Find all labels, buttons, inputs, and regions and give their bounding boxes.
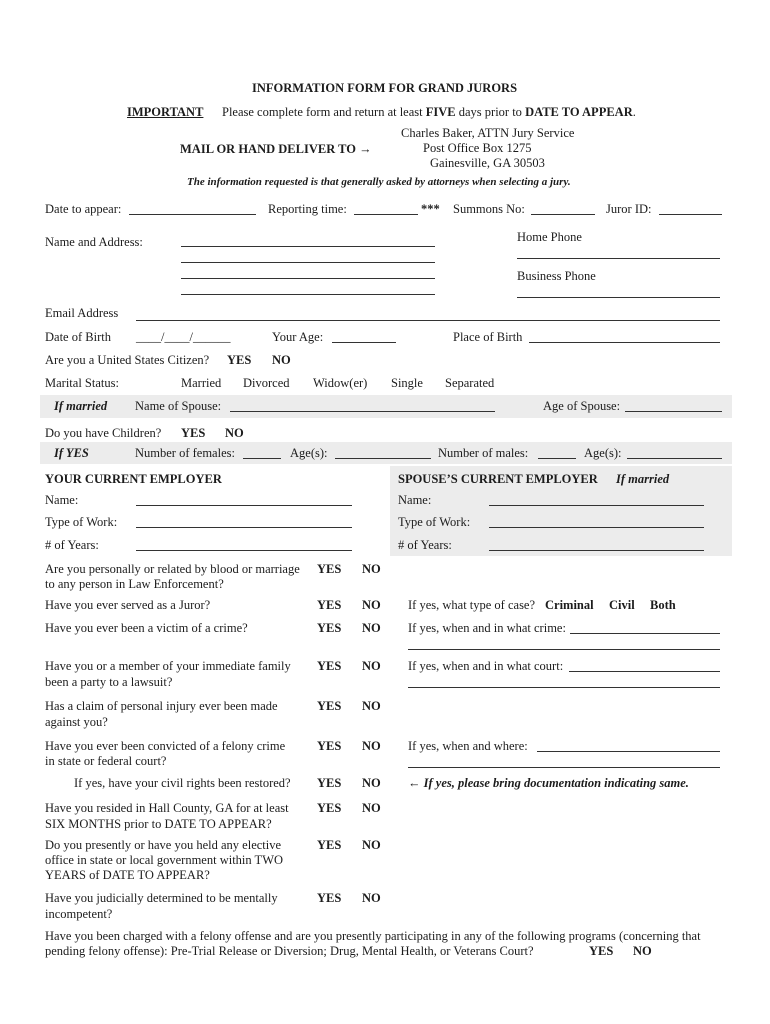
address-line-2-field[interactable]: [181, 262, 435, 263]
business-phone-field[interactable]: [517, 297, 720, 298]
stars: ***: [421, 202, 440, 216]
q6-field-2[interactable]: [408, 767, 720, 768]
juror-id-label: Juror ID:: [606, 202, 652, 216]
q6-field-1[interactable]: [537, 751, 720, 752]
q4-yes[interactable]: YES: [317, 659, 342, 673]
years-label: # of Years:: [45, 538, 99, 552]
q5-no[interactable]: NO: [362, 699, 381, 713]
spouse-employer-name-label: Name:: [398, 493, 432, 507]
spouse-years-field[interactable]: [489, 550, 704, 551]
q3-field-2[interactable]: [408, 649, 720, 650]
spouse-work-type-label: Type of Work:: [398, 515, 471, 529]
employer-name-field[interactable]: [136, 505, 352, 506]
q9-line1: Do you presently or have you held any elective: [45, 838, 282, 852]
if-yes-label: If YES: [54, 446, 89, 460]
q2-text: Have you ever served as a Juror?: [45, 598, 211, 612]
place-of-birth-field[interactable]: [529, 342, 720, 343]
home-phone-label: Home Phone: [517, 230, 582, 244]
q10-line2: incompetent?: [45, 907, 113, 921]
q4-followup: If yes, when and in what court:: [408, 659, 564, 673]
q11-no[interactable]: NO: [633, 944, 652, 958]
children-question: Do you have Children?: [45, 426, 162, 440]
q9-line3: YEARS of DATE TO APPEAR?: [45, 868, 210, 882]
num-females-label: Number of females:: [135, 446, 235, 460]
marital-single[interactable]: Single: [391, 376, 423, 390]
marital-married[interactable]: Married: [181, 376, 222, 390]
reporting-time-field[interactable]: [354, 214, 418, 215]
q7-note: ← If yes, please bring documentation indicating same.: [408, 776, 689, 790]
spouse-age-field[interactable]: [625, 411, 722, 412]
date-to-appear-label: Date to appear:: [45, 202, 122, 216]
q5-line2: against you?: [45, 715, 108, 729]
notice-mid: days prior to: [455, 105, 526, 119]
notice-date: DATE TO APPEAR: [525, 105, 633, 119]
q1-line1: Are you personally or related by blood or marriage: [45, 562, 300, 576]
q2-followup: If yes, what type of case?: [408, 598, 536, 612]
case-both[interactable]: Both: [650, 598, 676, 612]
notice-end: .: [632, 105, 636, 119]
work-type-label: Type of Work:: [45, 515, 118, 529]
notice-text: [222, 105, 636, 120]
your-employer-heading: YOUR CURRENT EMPLOYER: [45, 472, 222, 486]
q7-text: If yes, have your civil rights been restored?: [74, 776, 291, 790]
q5-line1: Has a claim of personal injury ever been made: [45, 699, 278, 713]
your-age-label: Your Age:: [272, 330, 324, 344]
children-no[interactable]: NO: [225, 426, 244, 440]
q8-no[interactable]: NO: [362, 801, 381, 815]
male-ages-field[interactable]: [627, 458, 722, 459]
spouse-work-type-field[interactable]: [489, 527, 704, 528]
q9-line2: office in state or local government within TWO: [45, 853, 284, 867]
male-ages-label: Age(s):: [584, 446, 622, 460]
business-phone-label: Business Phone: [517, 269, 596, 283]
place-of-birth-label: Place of Birth: [453, 330, 523, 344]
summons-no-label: Summons No:: [453, 202, 525, 216]
address-line1: Charles Baker, ATTN Jury Service: [401, 126, 575, 140]
q10-no[interactable]: NO: [362, 891, 381, 905]
employer-name-label: Name:: [45, 493, 79, 507]
q10-yes[interactable]: YES: [317, 891, 342, 905]
juror-id-field[interactable]: [659, 214, 722, 215]
your-age-field[interactable]: [332, 342, 396, 343]
name-address-label: Name and Address:: [45, 235, 143, 249]
citizen-no[interactable]: NO: [272, 353, 291, 367]
q5-yes[interactable]: YES: [317, 699, 342, 713]
if-married-label: If married: [54, 399, 108, 413]
q6-line2: in state or federal court?: [45, 754, 167, 768]
q6-no[interactable]: NO: [362, 739, 381, 753]
num-females-field[interactable]: [243, 458, 281, 459]
address-line-1-field[interactable]: [181, 246, 435, 247]
spouse-name-field[interactable]: [230, 411, 495, 412]
q7-no[interactable]: NO: [362, 776, 381, 790]
spouse-employer-if-married: If married: [616, 472, 670, 486]
q4-field-2[interactable]: [408, 687, 720, 688]
citizen-yes[interactable]: YES: [227, 353, 252, 367]
marital-divorced[interactable]: Divorced: [243, 376, 290, 390]
q2-no[interactable]: NO: [362, 598, 381, 612]
num-males-field[interactable]: [538, 458, 576, 459]
q9-no[interactable]: NO: [362, 838, 381, 852]
important-label: IMPORTANT: [127, 105, 204, 119]
summons-no-field[interactable]: [531, 214, 595, 215]
form-title: INFORMATION FORM FOR GRAND JURORS: [252, 81, 518, 95]
q3-yes[interactable]: YES: [317, 621, 342, 635]
address-line-3-field[interactable]: [181, 278, 435, 279]
children-yes[interactable]: YES: [181, 426, 206, 440]
work-type-field[interactable]: [136, 527, 352, 528]
spouse-age-label: Age of Spouse:: [543, 399, 621, 413]
citizen-question: Are you a United States Citizen?: [45, 353, 210, 367]
email-field[interactable]: [136, 320, 720, 321]
female-ages-field[interactable]: [335, 458, 431, 459]
q7-yes[interactable]: YES: [317, 776, 342, 790]
q4-line1: Have you or a member of your immediate family: [45, 659, 291, 673]
spouse-employer-name-field[interactable]: [489, 505, 704, 506]
spouse-employer-heading: SPOUSE’S CURRENT EMPLOYER: [398, 472, 598, 486]
q11-yes[interactable]: YES: [589, 944, 614, 958]
q1-yes[interactable]: YES: [317, 562, 342, 576]
email-label: Email Address: [45, 306, 119, 320]
q4-field-1[interactable]: [569, 671, 720, 672]
attorney-note: The information requested is that generally asked by attorneys when selecting a jury.: [187, 176, 571, 188]
q3-text: Have you ever been a victim of a crime?: [45, 621, 248, 635]
case-civil[interactable]: Civil: [609, 598, 635, 612]
q3-no[interactable]: NO: [362, 621, 381, 635]
address-line2: Post Office Box 1275: [423, 141, 532, 155]
q1-no[interactable]: NO: [362, 562, 381, 576]
address-line3: Gainesville, GA 30503: [430, 156, 545, 170]
q2-yes[interactable]: YES: [317, 598, 342, 612]
marital-separated[interactable]: Separated: [445, 376, 495, 390]
q6-followup: If yes, when and where:: [408, 739, 528, 753]
spouse-name-label: Name of Spouse:: [135, 399, 222, 413]
num-males-label: Number of males:: [438, 446, 529, 460]
q4-no[interactable]: NO: [362, 659, 381, 673]
q11-line2: pending felony offense): Pre-Trial Release or Diversion; Drug, Mental Health, or Veterans Court?: [45, 944, 534, 958]
marital-status-label: Marital Status:: [45, 376, 119, 390]
spouse-years-label: # of Years:: [398, 538, 452, 552]
q8-line2: SIX MONTHS prior to DATE TO APPEAR?: [45, 817, 272, 831]
case-criminal[interactable]: Criminal: [545, 598, 594, 612]
q3-field-1[interactable]: [570, 633, 720, 634]
q6-line1: Have you ever been convicted of a felony crime: [45, 739, 286, 753]
q8-line1: Have you resided in Hall County, GA for at least: [45, 801, 289, 815]
notice-pre: Please complete form and return at least: [222, 105, 426, 119]
q11-line1: Have you been charged with a felony offense and are you presently participating in any of the following programs (concerning that: [45, 929, 701, 943]
q6-yes[interactable]: YES: [317, 739, 342, 753]
reporting-time-label: Reporting time:: [268, 202, 347, 216]
dob-label: Date of Birth: [45, 330, 111, 344]
mail-label: MAIL OR HAND DELIVER TO →: [180, 142, 372, 156]
q10-line1: Have you judicially determined to be mentally: [45, 891, 278, 905]
q3-followup: If yes, when and in what crime:: [408, 621, 566, 635]
q4-line2: been a party to a lawsuit?: [45, 675, 173, 689]
q1-line2: to any person in Law Enforcement?: [45, 577, 224, 591]
notice-five: FIVE: [425, 105, 456, 119]
q8-yes[interactable]: YES: [317, 801, 342, 815]
home-phone-field[interactable]: [517, 258, 720, 259]
dob-field[interactable]: ____/____/______: [136, 330, 231, 344]
address-line-4-field[interactable]: [181, 294, 435, 295]
female-ages-label: Age(s):: [290, 446, 328, 460]
q9-yes[interactable]: YES: [317, 838, 342, 852]
marital-widower[interactable]: Widow(er): [313, 376, 368, 390]
date-to-appear-field[interactable]: [129, 214, 256, 215]
years-field[interactable]: [136, 550, 352, 551]
